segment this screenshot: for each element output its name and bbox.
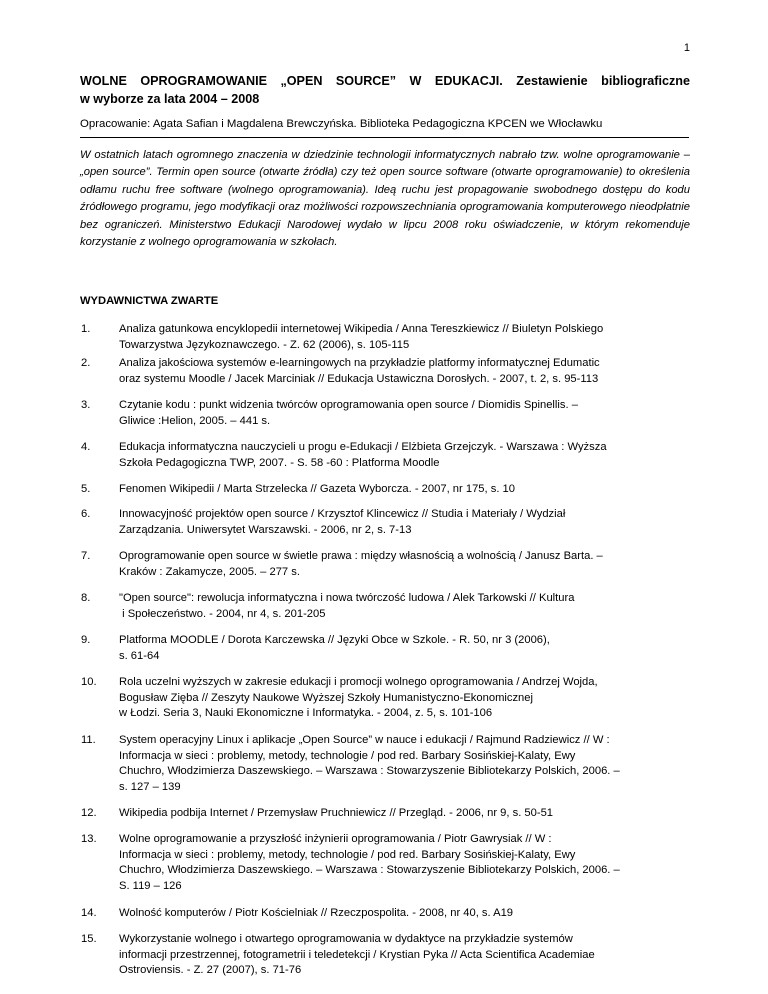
entry-text bbox=[119, 440, 691, 471]
document-title bbox=[80, 72, 690, 108]
intro-paragraph: W ostatnich latach ogromnego znaczenia w dziedzinie technologii informatycznych nabrało tzw. wolne oprogramowanie – „open source”. Termin open source (otwarte źródła) czy też open source software (otwarte oprogramowanie) to określenia odłamu ruchu free software (wolnego oprogramowania). Ideą ruchu jest propagowanie swobodnego dostępu do kodu źródłowego programu, jego modyfikacji oraz możliwości rozpowszechniania oprogramowania komputerowego nieodpłatnie bez ograniczeń. Ministerstwo Edukacji Narodowej wydało w lipcu 2008 roku oświadczenie, w którym rekomenduje korzystanie z wolnego oprogramowania w szkołach. bbox=[80, 149, 690, 249]
entry-number: 7. bbox=[81, 550, 91, 562]
entry-line: i Społeczeństwo. - 2004, nr 4, s. 201-205 bbox=[119, 607, 326, 620]
entry-line: oraz systemu Moodle / Jacek Marciniak // Edukacja Ustawiczna Dorosłych. - 2007, t. 2, s. 95-113 bbox=[119, 372, 599, 385]
entry-text bbox=[119, 322, 691, 353]
entry-text bbox=[119, 633, 691, 664]
entry-line: w Łodzi. Seria 3, Nauki Ekonomiczne i Informatyka. - 2004, z. 5, s. 101-106 bbox=[119, 707, 493, 720]
entry-line: Wolność komputerów / Piotr Kościelniak // Rzeczpospolita. - 2008, nr 40, s. A19 bbox=[119, 907, 514, 919]
entry-number: 8. bbox=[81, 592, 91, 604]
entry-line: Informacja w sieci : problemy, metody, technologie / pod red. Barbary Sosińskiej-Kalaty, Ewy bbox=[119, 749, 576, 762]
entry-text bbox=[119, 832, 691, 894]
entry-line: informacji przestrzennej, fotogrametrii i teledetekcji / Krystian Pyka // Acta Scientifica Academiae bbox=[119, 948, 595, 961]
entry-number: 3. bbox=[81, 399, 91, 411]
entry-number: 10. bbox=[81, 676, 97, 688]
entry-number: 9. bbox=[81, 634, 91, 646]
entry-line: Towarzystwa Językoznawczego. - Z. 62 (2006), s. 105-115 bbox=[119, 338, 410, 351]
entry-line: Wykorzystanie wolnego i otwartego oprogramowania w dydaktyce na przykładzie systemów bbox=[119, 933, 573, 945]
horizontal-divider bbox=[80, 137, 689, 138]
entry-line: Szkoła Pedagogiczna TWP, 2007. - S. 58 -60 : Platforma Moodle bbox=[119, 456, 440, 469]
entry-line: S. 119 – 126 bbox=[119, 879, 182, 892]
title-line-2: w wyborze za lata 2004 – 2008 bbox=[80, 92, 260, 106]
entry-text bbox=[119, 549, 691, 580]
entry-line: Innowacyjność projektów open source / Krzysztof Klincewicz // Studia i Materiały / Wydział bbox=[119, 508, 566, 520]
entry-text bbox=[119, 482, 691, 498]
entry-line: Ostroviensis. - Z. 27 (2007), s. 71-76 bbox=[119, 964, 302, 977]
title-line-1: WOLNE OPROGRAMOWANIE „OPEN SOURCE” W EDUKACJI. Zestawienie bibliograficzne bbox=[80, 74, 690, 88]
entry-number: 13. bbox=[81, 833, 97, 845]
entry-line: Analiza jakościowa systemów e-learningowych na przykładzie platformy informatycznej Edumatic bbox=[119, 357, 600, 369]
entry-line: Gliwice :Helion, 2005. – 441 s. bbox=[119, 414, 271, 427]
entry-number: 1. bbox=[81, 323, 91, 335]
entry-line: Informacja w sieci : problemy, metody, technologie / pod red. Barbary Sosińskiej-Kalaty, Ewy bbox=[119, 848, 576, 861]
entry-number: 4. bbox=[81, 441, 91, 453]
entry-line: "Open source": rewolucja informatyczna i nowa twórczość ludowa / Alek Tarkowski // Kultura bbox=[119, 592, 575, 604]
entry-text bbox=[119, 733, 691, 795]
entry-number: 2. bbox=[81, 357, 91, 369]
entry-line: Oprogramowanie open source w świetle prawa : między własnością a wolnością / Janusz Barta. – bbox=[119, 550, 603, 562]
entry-text bbox=[119, 356, 691, 387]
entry-line: Platforma MOODLE / Dorota Karczewska // Języki Obce w Szkole. - R. 50, nr 3 (2006), bbox=[119, 634, 550, 646]
entry-number: 6. bbox=[81, 508, 91, 520]
entry-number: 14. bbox=[81, 907, 97, 919]
entry-line: Chuchro, Włodzimierza Daszewskiego. – Warszawa : Stowarzyszenie Bibliotekarzy Polskich, 2006. – bbox=[119, 765, 620, 778]
entry-text bbox=[119, 906, 691, 922]
page-number: 1 bbox=[683, 42, 690, 54]
entry-line: Bogusław Zięba // Zeszyty Naukowe Wyższej Szkoły Humanistyczno-Ekonomicznej bbox=[119, 691, 533, 704]
entry-text bbox=[119, 398, 691, 429]
entry-line: Wikipedia podbija Internet / Przemysław Pruchniewicz // Przegląd. - 2006, nr 9, s. 50-51 bbox=[119, 807, 554, 819]
entry-line: System operacyjny Linux i aplikacje „Open Source” w nauce i edukacji / Rajmund Radziewicz // W : bbox=[119, 734, 610, 746]
entry-line: Czytanie kodu : punkt widzenia twórców oprogramowania open source / Diomidis Spinellis. – bbox=[119, 399, 578, 411]
entry-number: 15. bbox=[81, 933, 97, 945]
entry-text bbox=[119, 675, 691, 722]
entry-line: Rola uczelni wyższych w zakresie edukacji i promocji wolnego oprogramowania / Andrzej Wojda, bbox=[119, 676, 598, 688]
section-heading: WYDAWNICTWA ZWARTE bbox=[80, 295, 219, 307]
entry-line: Wolne oprogramowanie a przyszłość inżynierii oprogramowania / Piotr Gawrysiak // W : bbox=[119, 833, 552, 845]
entry-line: Zarządzania. Uniwersytet Warszawski. - 2006, nr 2, s. 7-13 bbox=[119, 523, 412, 536]
entry-text bbox=[119, 806, 691, 822]
entry-line: s. 61-64 bbox=[119, 649, 160, 662]
entry-text bbox=[119, 507, 691, 538]
entry-number: 5. bbox=[81, 483, 91, 495]
entry-line: Kraków : Zakamycze, 2005. – 277 s. bbox=[119, 565, 300, 578]
entry-line: Analiza gatunkowa encyklopedii internetowej Wikipedia / Anna Tereszkiewicz // Biuletyn Polskiego bbox=[119, 323, 604, 335]
entry-text bbox=[119, 932, 691, 979]
entry-line: s. 127 – 139 bbox=[119, 780, 181, 793]
authors-line: Opracowanie: Agata Safian i Magdalena Brewczyńska. Biblioteka Pedagogiczna KPCEN we Włocławku bbox=[80, 118, 603, 130]
entry-line: Fenomen Wikipedii / Marta Strzelecka // Gazeta Wyborcza. - 2007, nr 175, s. 10 bbox=[119, 483, 515, 495]
entry-line: Edukacja informatyczna nauczycieli u progu e-Edukacji / Elżbieta Grzejczyk. - Warszawa : Wyższa bbox=[119, 441, 607, 453]
entry-line: Chuchro, Włodzimierza Daszewskiego. – Warszawa : Stowarzyszenie Bibliotekarzy Polskich, 2006. – bbox=[119, 864, 620, 877]
entry-number: 11. bbox=[81, 734, 96, 746]
entry-text bbox=[119, 591, 691, 622]
entry-number: 12. bbox=[81, 807, 97, 819]
